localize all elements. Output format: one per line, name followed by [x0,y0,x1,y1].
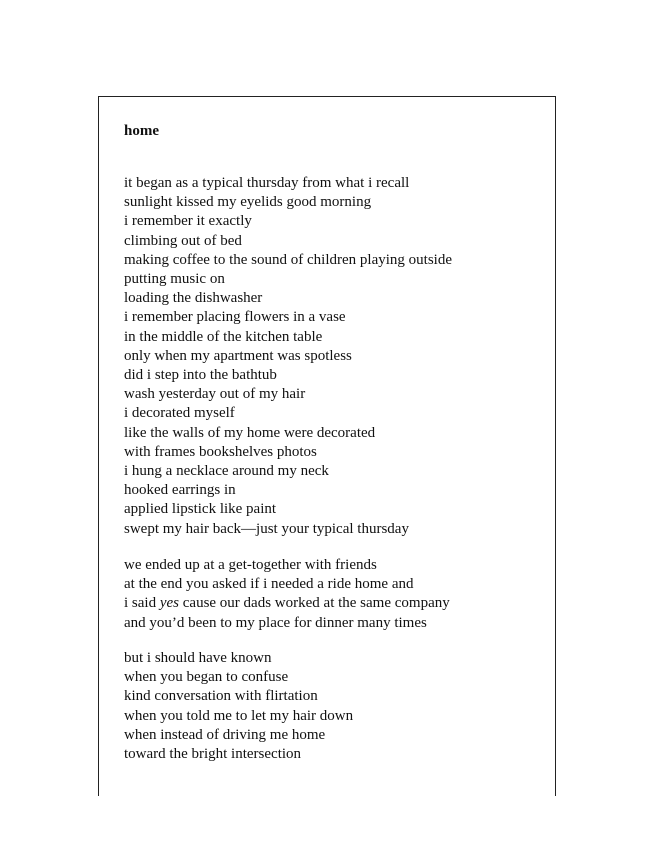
line-text-before: i said [124,595,160,612]
poem-line: only when my apartment was spotless [124,347,352,364]
poem-line: making coffee to the sound of children playing outside [124,251,452,268]
poem-line: in the middle of the kitchen table [124,328,323,345]
poem-line: i remember placing flowers in a vase [124,309,346,326]
poem-line: at the end you asked if i needed a ride home and [124,576,414,593]
poem-line: with frames bookshelves photos [124,443,317,460]
poem-line: applied lipstick like paint [124,501,277,518]
poem-line: i decorated myself [124,405,235,422]
poem-line: kind conversation with flirtation [124,688,318,705]
poem-line: i hung a necklace around my neck [124,463,329,480]
poem-line: climbing out of bed [124,232,242,249]
poem-line: when instead of driving me home [124,726,326,743]
poem-line: wash yesterday out of my hair [124,386,306,403]
stanza-1 [124,174,452,539]
poem-line: we ended up at a get-together with friends [124,557,377,573]
stanza-2 [124,556,450,633]
poem-line: like the walls of my home were decorated [124,424,376,441]
poem-page [98,96,556,796]
poem-title: home [124,123,159,139]
stanza-3 [124,649,353,764]
poem-line: putting music on [124,271,225,288]
poem-line: i remember it exactly [124,213,252,230]
poem-line: loading the dishwasher [124,290,263,307]
poem-line: toward the bright intersection [124,746,302,763]
line-text-after: cause our dads worked at the same company [179,595,450,612]
poem-line: did i step into the bathtub [124,367,277,384]
poem-line: hooked earrings in [124,482,236,499]
emphasized-word: yes [159,595,179,612]
poem-line: and you’d been to my place for dinner many times [124,614,427,631]
poem-line: when you began to confuse [124,669,289,686]
poem-line: swept my hair back—just your typical thursday [124,520,409,537]
poem-line-with-emphasis [124,594,450,613]
poem-line: it began as a typical thursday from what i recall [124,175,410,191]
poem-line: when you told me to let my hair down [124,707,354,724]
poem-line: but i should have known [124,650,272,666]
poem-line: sunlight kissed my eyelids good morning [124,194,372,211]
